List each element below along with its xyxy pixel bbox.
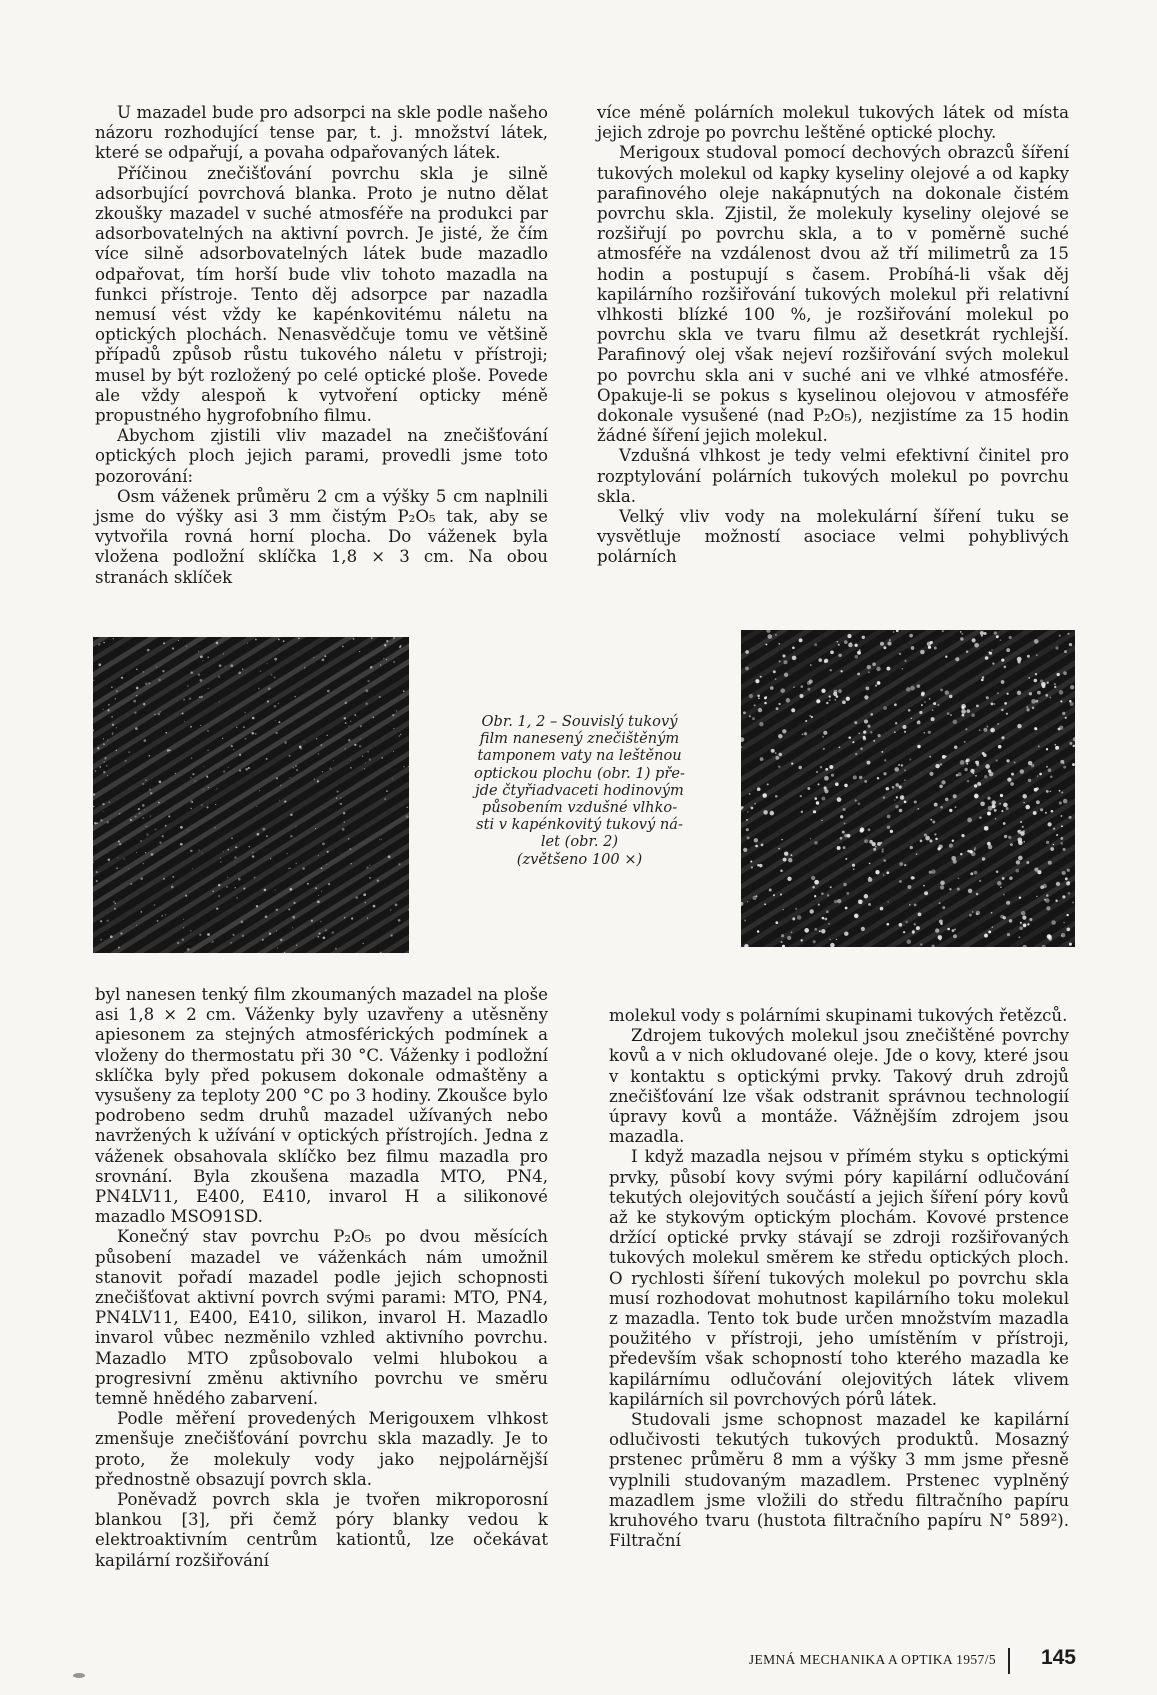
figure-2-photo xyxy=(741,630,1075,947)
paragraph: Studovali jsme schopnost mazadel ke kapilární odlučivosti tekutých tukových produktů. Mosazný prstenec průměru 8 mm a výšky 3 mm jsme přesně vyplnili studovaným mazadlem. Prstenec vyplněný mazadlem jsme vložili do středu filtračního papíru kruhového tvaru (hustota filtračního papíru N° 589²). Filtrační xyxy=(609,1410,1069,1551)
figure-1-photo xyxy=(93,637,409,953)
caption-line: film nanesený znečištěným xyxy=(479,730,680,748)
page-number: 145 xyxy=(1040,1646,1076,1669)
paragraph: byl nanesen tenký film zkoumaných mazadel na ploše asi 1,8 × 2 cm. Váženky byly uzavřeny a utěsněny apiesonem za stejných atmosférických podmínek a vloženy do thermostatu při 30 °C. Váženky i podložní sklíčka byly před pokusem dokonale odmaštěny a vysušeny za teploty 200 °C po 3 hodiny. Zkoušce bylo podrobeno sedm druhů mazadel užívaných nebo navržených k užívání v optických přístrojích. Jedna z váženek obsahovala sklíčko bez filmu mazadla pro srovnání. Byla zkoušena mazadla MTO, PN4, PN4LV11, E400, E410, invarol H a silikonové mazadlo MSO91SD. xyxy=(95,985,548,1227)
caption-line: tamponem vaty na leštěnou xyxy=(477,747,682,765)
caption-line: optickou plochu (obr. 1) pře- xyxy=(474,764,685,782)
caption-line: sti v kapénkovitý tukový ná- xyxy=(476,816,683,834)
paragraph: I když mazadla nejsou v přímém styku s optickými prvky, působí kovy svými póry kapilární odlučování tekutých olejovitých součástí a jejich šíření póry kovů až ke stykovým optickým plochám. Kovové prstence držící optické prvky stávají se zdroji rozšiřovaných tukových molekul směrem ke středu optických ploch. O rychlosti šíření tukových molekul po povrchu skla musí rozhodovat mohutnost kapilárního toku molekul z mazadla. Tento tok bude určen množstvím mazadla použitého v přístroji, jeho umístěním v přístroji, především však schopností toho kterého mazadla ke kapilárnímu odlučování olejovitých látek vlivem kapilárních sil povrchových pórů látek. xyxy=(609,1147,1069,1409)
paragraph: molekul vody s polárními skupinami tukových řetězců. xyxy=(609,1006,1068,1025)
caption-line: jde čtyřiadvaceti hodinovým xyxy=(475,781,684,799)
paragraph: Velký vliv vody na molekulární šíření tuku se vysvětluje možností asociace velmi pohyblivých polárních xyxy=(597,507,1069,567)
figure-1-micrograph xyxy=(93,637,409,953)
paragraph: Merigoux studoval pomocí dechových obrazců šíření tukových molekul od kapky kyseliny olejové a od kapky parafinového oleje nakápnutých na dokonale čistém povrchu skla. Zjistil, že molekuly kyseliny olejové se rozšiřují po povrchu skla, a to v poměrně suché atmosféře na vzdálenost dvou až tří milimetrů za 15 hodin a postupují s časem. Probíhá-li však děj kapilárního rozšiřování tukových molekul při relativní vlhkosti blízké 100 %, je rozšiřování molekul po povrchu skla ve tvaru filmu až desetkrát rychlejší. Parafinový olej však nejeví rozšiřování svých molekul po povrchu skla ani v suché ani ve vlhké atmosféře. Opakuje-li se pokus s kyselinou olejovou v atmosféře dokonale vysušené (nad P₂O₅), nezjistíme za 15 hodin žádné šíření jejich molekul. xyxy=(597,143,1069,446)
print-speck xyxy=(73,1673,85,1678)
caption-line: působením vzdušné vlhko- xyxy=(481,799,678,817)
caption-line: (zvětšeno 100 ×) xyxy=(516,850,643,868)
column-bottom-left xyxy=(95,985,548,1571)
figure-2-micrograph xyxy=(741,630,1075,947)
paragraph: Podle měření provedených Merigouxem vlhkost zmenšuje znečišťování povrchu skla mazadly. Je to proto, že molekuly vody jako nejpolárnější přednostně obsazují povrch skla. xyxy=(95,1409,548,1489)
paragraph: Příčinou znečišťování povrchu skla je silně adsorbující povrchová blanka. Proto je nutno dělat zkoušky mazadel v suché atmosféře na produkci par adsorbovatelných na aktivní povrch. Je jisté, že čím více silně adsorbovatelných látek bude mazadlo odpařovat, tím horší bude vliv tohoto mazadla na funkci přístroje. Tento děj adsorpce par nazadla nemusí vést vždy ke kapénkovitému náletu na optických plochách. Nenasvědčuje tomu ve většině případů způsob růstu tukového náletu v přístroji; musel by být rozložený po celé optické ploše. Povede ale vždy alespoň k vytvoření opticky méně propustného hygrofobního filmu. xyxy=(95,163,548,426)
paragraph: U mazadel bude pro adsorpci na skle podle našeho názoru rozhodující tense par, t. j. množství látek, které se odpařují, a povaha odpařovaných látek. xyxy=(95,103,548,163)
paragraph: Zdrojem tukových molekul jsou znečištěné povrchy kovů a v nich okludované oleje. Jde o kovy, které jsou v kontaktu s optickými prvky. Takový druh zdrojů znečišťování lze však odstranit správnou technologií úpravy kovů a montáže. Vážnějším zdrojem jsou mazadla. xyxy=(609,1026,1069,1147)
footer-divider xyxy=(1008,1648,1010,1674)
paragraph: Osm váženek průměru 2 cm a výšky 5 cm naplnili jsme do výšky asi 3 mm čistým P₂O₅ tak, aby se vytvořila rovná horní plocha. Do váženek byla vložena podložní sklíčka 1,8 × 3 cm. Na obou stranách sklíček xyxy=(95,486,548,587)
column-top-left xyxy=(95,103,548,588)
paragraph: Vzdušná vlhkost je tedy velmi efektivní činitel pro rozptylování polárních tukových molekul po povrchu skla. xyxy=(597,446,1069,506)
journal-title: JEMNÁ MECHANIKA A OPTIKA 1957/5 xyxy=(748,1652,996,1667)
paragraph: Poněvadž povrch skla je tvořen mikroporosní blankou [3], při čemž póry blanky vedou k elektroaktivním centrům kationtů, lze očekávat kapilární rozšiřování xyxy=(95,1490,548,1570)
paragraph: Konečný stav povrchu P₂O₅ po dvou měsících působení mazadel ve váženkách nám umožnil stanovit pořadí mazadel podle jejich schopnosti znečišťovat aktivní povrch svými parami: MTO, PN4, PN4LV11, E400, E410, silikon, invarol H. Mazadlo invarol vůbec nezměnilo vzhled aktivního povrchu. Mazadlo MTO způsobovalo velmi hlubokou a progresivní změnu aktivního povrchu ve směru temně hnědého zabarvení. xyxy=(95,1227,548,1409)
caption-line: let (obr. 2) xyxy=(540,833,619,851)
column-bottom-right xyxy=(609,1006,1069,1551)
page-footer xyxy=(676,1646,1076,1676)
column-top-right xyxy=(597,103,1069,568)
caption-line: Obr. 1, 2 – Souvislý tukový xyxy=(481,713,678,730)
figure-caption xyxy=(452,713,707,868)
paragraph: více méně polárních molekul tukových látek od místa jejich zdroje po povrchu leštěné optické plochy. xyxy=(597,103,1069,143)
paragraph: Abychom zjistili vliv mazadel na znečišťování optických ploch jejich parami, provedli jsme toto pozorování: xyxy=(95,426,548,486)
